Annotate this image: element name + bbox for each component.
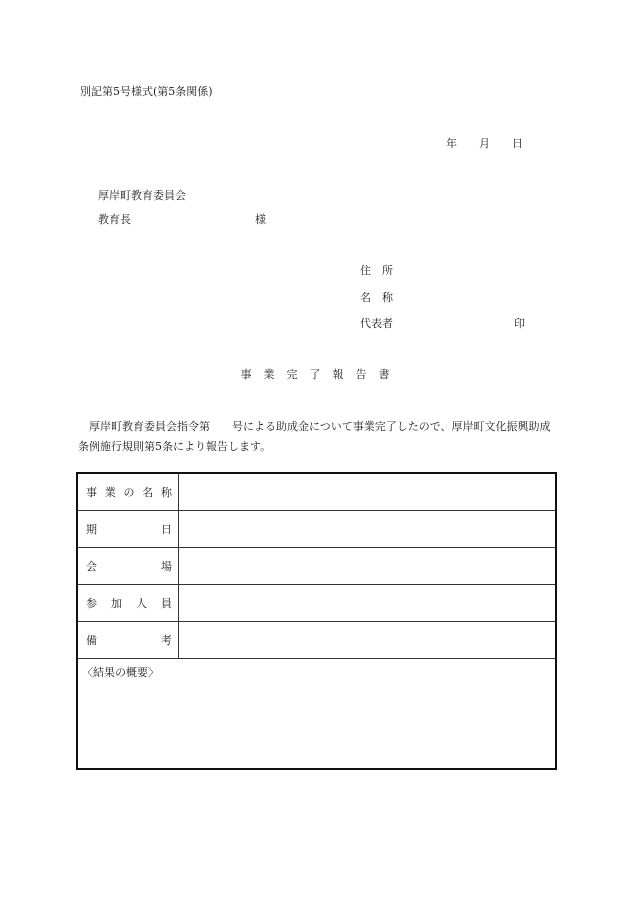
date-day: 日 bbox=[512, 137, 523, 150]
label-char: 称 bbox=[161, 486, 172, 499]
row-label bbox=[86, 598, 172, 609]
addressee-honorific: 様 bbox=[255, 213, 266, 226]
title-char: 報 bbox=[332, 368, 344, 381]
applicant-name-label: 名 称 bbox=[360, 291, 393, 304]
label-char: 員 bbox=[161, 597, 172, 610]
label-char: 参 bbox=[86, 597, 97, 610]
table-row-participants bbox=[78, 585, 555, 622]
applicant-representative-label: 代表者 bbox=[360, 317, 393, 330]
label-char: 場 bbox=[161, 560, 172, 573]
addressee-organization: 厚岸町教育委員会 bbox=[98, 189, 186, 202]
title-char: 告 bbox=[355, 368, 367, 381]
title-char: 業 bbox=[263, 368, 275, 381]
table-row-venue bbox=[78, 548, 555, 585]
project-name-field[interactable] bbox=[180, 474, 551, 510]
label-char: 日 bbox=[161, 523, 172, 536]
row-label bbox=[86, 561, 172, 572]
report-body-text: 厚岸町教育委員会指令第 号による助成金について事業完了したので、厚岸町文化振興助成条例施行規則第5条により報告します。 bbox=[78, 420, 551, 453]
addressee-title: 教育長 bbox=[98, 213, 131, 226]
label-char: 加 bbox=[111, 597, 122, 610]
label-char: の bbox=[123, 486, 135, 499]
label-char: 考 bbox=[161, 634, 172, 647]
participants-field[interactable] bbox=[180, 585, 551, 621]
document-title bbox=[0, 369, 630, 380]
title-char: 了 bbox=[309, 368, 321, 381]
label-char: 期 bbox=[86, 523, 97, 536]
row-label bbox=[86, 635, 172, 646]
label-char: 備 bbox=[86, 634, 97, 647]
title-char: 事 bbox=[240, 368, 252, 381]
label-char: 会 bbox=[86, 560, 97, 573]
row-label bbox=[86, 524, 172, 535]
date-line bbox=[446, 138, 523, 149]
table-row-project-name bbox=[78, 474, 555, 511]
remarks-field[interactable] bbox=[180, 622, 551, 658]
applicant-address-label: 住 所 bbox=[360, 264, 393, 277]
seal-mark: 印 bbox=[514, 317, 525, 330]
venue-field[interactable] bbox=[180, 548, 551, 584]
date-year: 年 bbox=[446, 137, 457, 150]
report-table bbox=[76, 472, 557, 770]
label-char: 業 bbox=[104, 486, 116, 499]
form-reference: 別記第5号様式(第5条関係) bbox=[80, 85, 213, 98]
table-row-remarks bbox=[78, 622, 555, 659]
table-row-date bbox=[78, 511, 555, 548]
label-char: 人 bbox=[136, 597, 147, 610]
date-month: 月 bbox=[479, 137, 490, 150]
date-field[interactable] bbox=[180, 511, 551, 547]
row-label bbox=[86, 487, 172, 498]
label-char: 事 bbox=[86, 486, 97, 499]
title-char: 完 bbox=[286, 368, 298, 381]
title-char: 書 bbox=[378, 368, 390, 381]
label-char: 名 bbox=[142, 486, 154, 499]
summary-label: 〈結果の概要〉 bbox=[82, 666, 159, 679]
